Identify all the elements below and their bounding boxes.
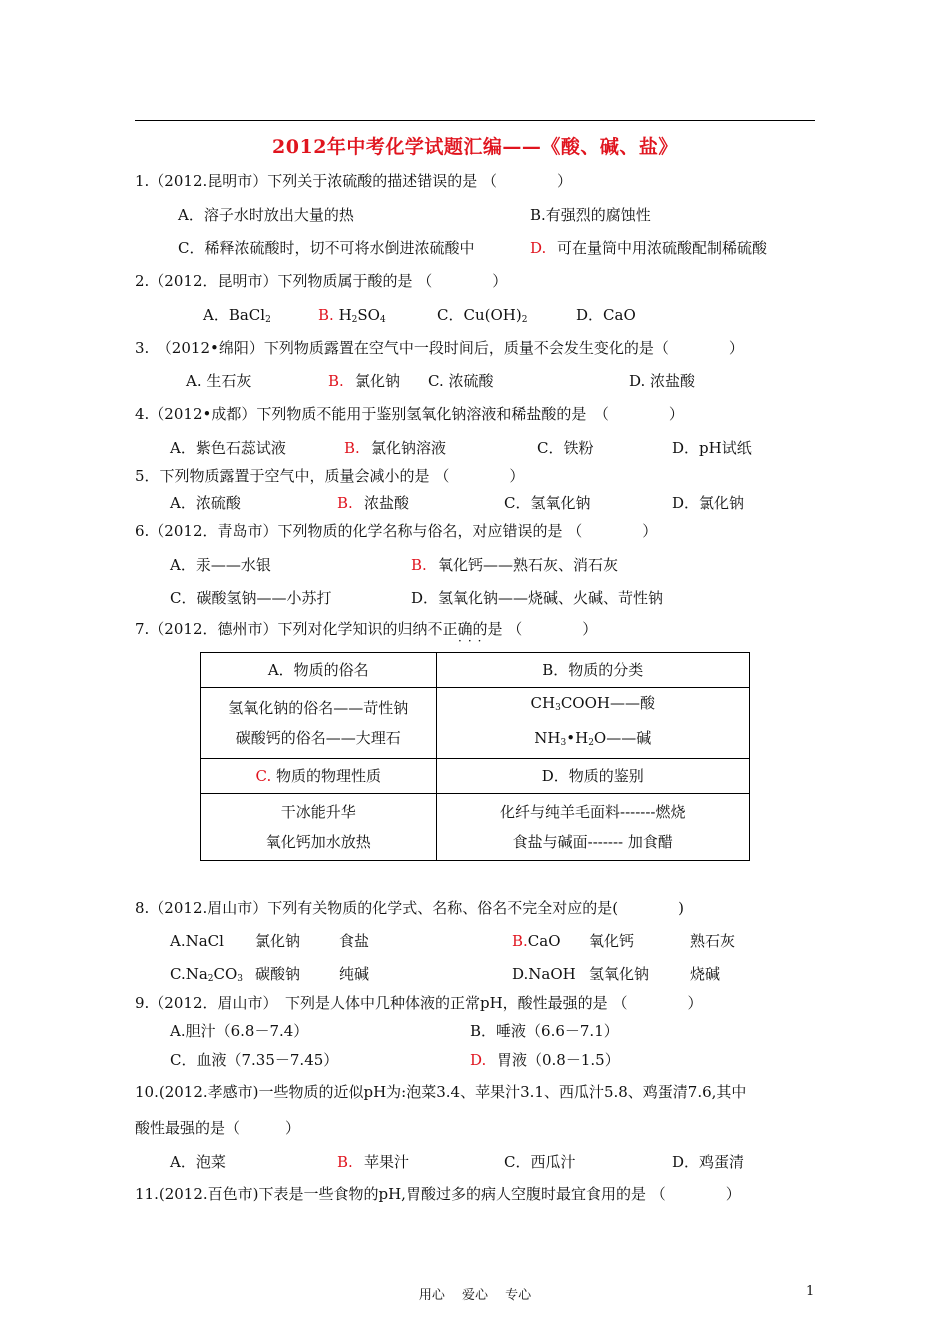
q4-option-b: 氯化钠溶液: [371, 439, 447, 457]
question-9-stem: 9.（2012．眉山市） 下列是人体中几种体液的正常pH，酸性最强的是 （ ）: [135, 994, 703, 1012]
q4-option-a: A．紫色石蕊试液: [170, 439, 286, 457]
q8-option-c-formula: $C.Na_2CO_3$: [170, 965, 244, 984]
q2-option-d: D．CaO: [576, 306, 636, 324]
q6-option-d: D．氢氧化钠——烧碱、火碱、苛性钠: [411, 589, 664, 607]
q10-option-b-letter: B.: [337, 1153, 353, 1171]
q10-option-a: A．泡菜: [170, 1153, 226, 1171]
question-7-stem: 7.（2012．德州市）下列对化学知识的归纳不正确的是 （ ）: [135, 620, 598, 638]
q6-option-b-letter: B.: [411, 556, 427, 574]
q9-option-c: C．血液（7.35－7.45）: [170, 1051, 339, 1069]
page-title: 2012年中考化学试题汇编——《酸、碱、盐》: [272, 136, 678, 158]
q2-option-a: A．BaCl$_2$: [203, 306, 271, 325]
q5-option-a: A．浓硫酸: [170, 494, 241, 512]
q1-option-a: A．溶子水时放出大量的热: [178, 206, 354, 224]
q7-d-line-2: 食盐与碱面------- 加食醋: [512, 833, 673, 851]
q7-a-line-1: 氢氧化钠的俗名——苛性钠: [228, 699, 409, 717]
q8-option-a-common: 食盐: [339, 932, 370, 950]
q8-option-c-common: 纯碱: [339, 965, 370, 983]
q4-option-b-letter: B.: [344, 439, 360, 457]
q7-table-a-body: [201, 688, 437, 759]
q4-option-c: C．铁粉: [537, 439, 594, 457]
q1-option-c: C．稀释浓硫酸时，切不可将水倒进浓硫酸中: [178, 239, 475, 257]
q1-option-d-letter: D.: [530, 239, 547, 257]
q9-option-d: 胃液（0.8－1.5）: [497, 1051, 620, 1069]
q9-option-b: B．唾液（6.6－7.1）: [470, 1022, 619, 1040]
q8-option-d-common: 烧碱: [690, 965, 721, 983]
q7-a-line-2: 碳酸钙的俗名——大理石: [235, 729, 401, 747]
q8-option-b-common: 熟石灰: [690, 932, 736, 950]
q3-option-a: A. 生石灰: [186, 372, 252, 390]
q8-option-b-formula: B.CaO: [512, 932, 561, 950]
header-rule: [135, 120, 815, 121]
q5-option-b-letter: B.: [337, 494, 353, 512]
q7-table: [200, 652, 750, 861]
q1-option-b: B.有强烈的腐蚀性: [530, 206, 651, 224]
q7-table-b-body: [436, 688, 749, 759]
q7-c-line-1: 干冰能升华: [280, 803, 356, 821]
q3-option-b: 氯化钠: [355, 372, 401, 390]
q2-option-b: B. $H_2SO_4$: [318, 306, 386, 325]
emphasis-dots: ···: [458, 634, 488, 648]
q2-option-c: C．$Cu(OH)_2$: [437, 306, 528, 325]
q7-c-line-2: 氧化钙加水放热: [265, 833, 371, 851]
q7-table-c-header: C. 物质的物理性质: [201, 759, 437, 794]
q8-option-c-name: 碳酸钠: [255, 965, 301, 983]
q8-option-a-name: 氯化钠: [255, 932, 301, 950]
question-5-stem: 5．下列物质露置于空气中，质量会减小的是 （ ）: [135, 467, 525, 485]
q9-option-d-letter: D.: [470, 1051, 487, 1069]
q5-option-d: D．氯化钠: [672, 494, 745, 512]
q7-table-c-body: [201, 794, 437, 861]
q3-option-c: C. 浓硫酸: [428, 372, 494, 390]
q5-option-c: C．氢氧化钠: [504, 494, 591, 512]
q7-table-b-header: B．物质的分类: [436, 653, 749, 688]
q7-b-line-1: $CH_3COOH——$酸: [530, 694, 655, 713]
q7-table-a-header: A．物质的俗名: [201, 653, 437, 688]
q8-option-d-name: 氢氧化钠: [589, 965, 650, 983]
question-1-stem: 1.（2012.昆明市）下列关于浓硫酸的描述错误的是 （ ）: [135, 172, 573, 190]
q8-option-a-formula: A.NaCl: [170, 932, 224, 950]
q6-option-c: C．碳酸氢钠——小苏打: [170, 589, 332, 607]
q6-option-a: A．汞——水银: [170, 556, 271, 574]
q7-table-d-body: [436, 794, 749, 861]
q8-option-b-name: 氧化钙: [589, 932, 635, 950]
q10-option-b: 苹果汁: [364, 1153, 410, 1171]
question-8-stem: 8.（2012.眉山市）下列有关物质的化学式、名称、俗名不完全对应的是( ): [135, 899, 684, 917]
q6-option-b: 氧化钙——熟石灰、消石灰: [438, 556, 619, 574]
q10-option-c: C．西瓜汁: [504, 1153, 576, 1171]
q1-option-d: 可在量筒中用浓硫酸配制稀硫酸: [557, 239, 768, 257]
q7-table-d-header: D．物质的鉴别: [436, 759, 749, 794]
q7-d-line-1: 化纤与纯羊毛面料-------燃烧: [500, 803, 686, 821]
q8-option-d-formula: D.NaOH: [512, 965, 576, 983]
q7-b-line-2: $NH_3•H_2O——$碱: [534, 729, 652, 748]
question-2-stem: 2.（2012．昆明市）下列物质属于酸的是 （ ）: [135, 272, 508, 290]
q5-option-b: 浓盐酸: [364, 494, 410, 512]
q3-option-d: D. 浓盐酸: [629, 372, 696, 390]
q3-option-b-letter: B.: [328, 372, 344, 390]
q10-option-d: D．鸡蛋清: [672, 1153, 745, 1171]
question-10-stem-2: 酸性最强的是（ ）: [135, 1119, 301, 1137]
page-footer: 用心 爱心 专心: [418, 1288, 532, 1303]
question-4-stem: 4.（2012•成都）下列物质不能用于鉴别氢氧化钠溶液和稀盐酸的是 （ ）: [135, 405, 684, 423]
question-10-stem: 10.(2012.孝感市)一些物质的近似pH为:泡菜3.4、苹果汁3.1、西瓜汁5.8、鸡蛋清7.6,其中: [135, 1083, 747, 1101]
question-3-stem: 3. （2012•绵阳）下列物质露置在空气中一段时间后，质量不会发生变化的是（ ）: [135, 339, 744, 357]
q4-option-d: D．pH试纸: [672, 439, 752, 457]
q9-option-a: A.胆汁（6.8－7.4）: [170, 1022, 309, 1040]
page-number: 1: [806, 1284, 815, 1299]
question-6-stem: 6.（2012．青岛市）下列物质的化学名称与俗名，对应错误的是 （ ）: [135, 522, 658, 540]
question-11-stem: 11.(2012.百色市)下表是一些食物的pH,胃酸过多的病人空腹时最宜食用的是 （ ）: [135, 1185, 741, 1203]
